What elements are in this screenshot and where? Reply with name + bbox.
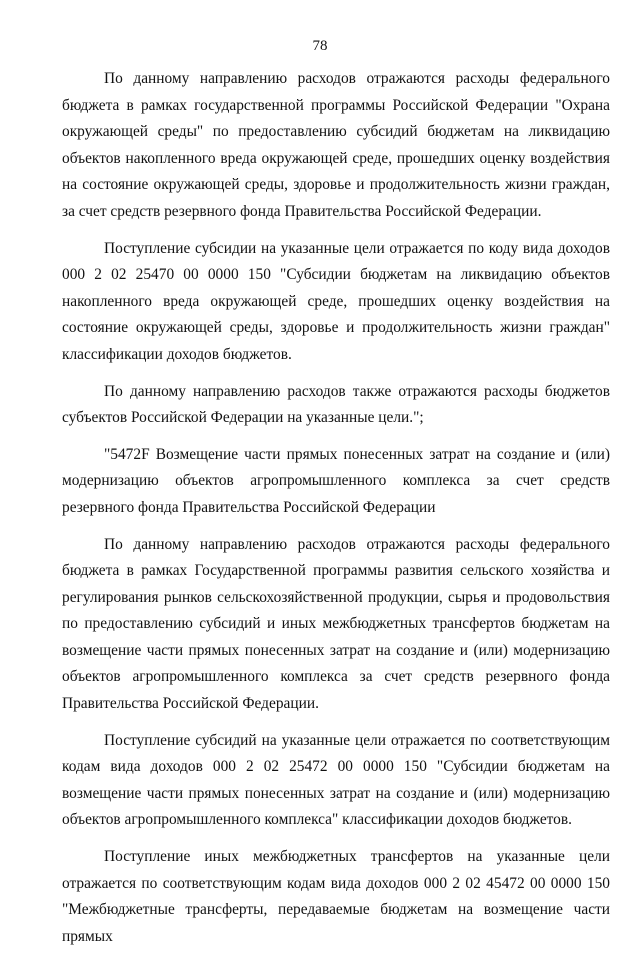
paragraph-transfers-income-code: Поступление иных межбюджетных трансфертов на указанные цели отражается по соответствующим кодам вида доходов 000 2 02 45472 00 0000 150 "Межбюджетные трансферты, передаваемые бюджетам на возмещение части прямых [62,848,610,945]
paragraph-environment-expenses: По данному направлению расходов отражаются расходы федерального бюджета в рамках государственной программы Российской Федерации "Охрана окружающей среды" по предоставлению субсидий бюджетам на ликвидацию объектов накопленного вреда окружающей среде, прошедших оценку воздействия на состояние окружающей среды, здоровье и продолжительность жизни граждан, за счет средств резервного фонда Правительства Российской Федерации. [62,70,610,220]
page-number: 78 [312,38,328,54]
paragraph-subsidies-income-code: Поступление субсидий на указанные цели отражается по соответствующим кодам вида доходов 000 2 02 25472 00 0000 150 "Субсидии бюджетам на возмещение части прямых понесенных затрат на создание и (или) модернизацию объектов агропромышленного комплекса" классификации доходов бюджетов. [62,731,610,829]
paragraph-regional-expenses: По данному направлению расходов также отражаются расходы бюджетов субъектов Российской Федерации на указанные цели."; [62,382,610,427]
paragraph-code-5472f-title: "5472F Возмещение части прямых понесенных затрат на создание и (или) модернизацию объектов агропромышленного комплекса за счет средств резервного фонда Правительства Российской Федерации [62,445,610,516]
paragraph-agro-expenses: По данному направлению расходов отражаются расходы федерального бюджета в рамках Государственной программы развития сельского хозяйства и регулирования рынков сельскохозяйственной продукции, сырья и продовольствия по предоставлению субсидий и иных межбюджетных трансфертов бюджетам на возмещение части прямых понесенных затрат на создание и (или) модернизацию объектов агропромышленного комплекса за счет средств резервного фонда Правительства Российской Федерации. [62,535,610,713]
document-body [62,66,610,958]
paragraph-subsidy-income-code: Поступление субсидии на указанные цели отражается по коду вида доходов 000 2 02 25470 00 0000 150 "Субсидии бюджетам на ликвидацию объектов накопленного вреда окружающей среде, прошедших оценку воздействия на состояние окружающей среды, здоровье и продолжительность жизни граждан" классификации доходов бюджетов. [62,239,610,363]
